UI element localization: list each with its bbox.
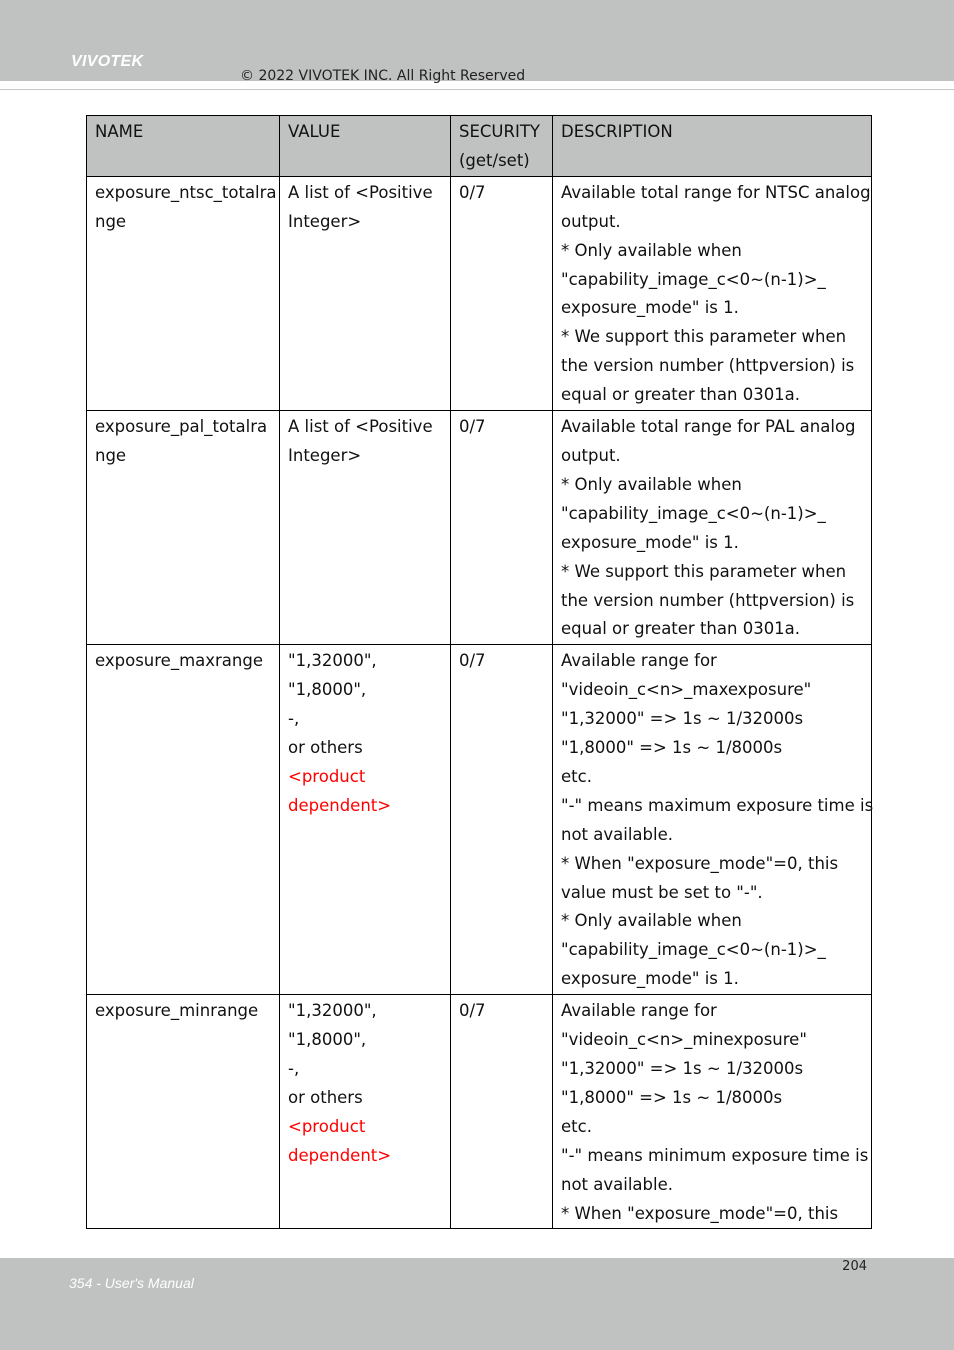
- param-name-line: exposure_pal_totalra: [95, 417, 268, 437]
- param-description-line: exposure_mode" is 1.: [561, 969, 739, 989]
- param-value-line: or others: [288, 738, 363, 758]
- param-value-line: -,: [288, 1059, 300, 1078]
- param-description-line: the version number (httpversion) is: [561, 590, 855, 610]
- param-description-line: "1,32000" => 1s ~ 1/32000s: [561, 1059, 804, 1078]
- param-value-line: Integer>: [288, 211, 362, 231]
- param-value-line: A list of <Positive: [288, 182, 433, 202]
- param-description-line: etc.: [561, 1116, 592, 1136]
- brand-logo: VIVOTEK: [71, 53, 144, 70]
- param-value-note: <product: [288, 766, 366, 786]
- param-description-line: "-" means minimum exposure time is: [561, 1145, 869, 1165]
- param-description-line: * We support this parameter when: [561, 327, 847, 347]
- param-value-cell: [280, 176, 451, 410]
- param-value-line: Integer>: [288, 445, 362, 465]
- table-header-row: [87, 116, 872, 177]
- param-security-cell: 0/7: [451, 645, 553, 995]
- param-description-line: * Only available when: [561, 474, 742, 494]
- param-name-cell: [87, 411, 280, 645]
- param-value-line: "1,32000",: [288, 651, 377, 671]
- param-description-line: * When "exposure_mode"=0, this: [561, 853, 839, 873]
- param-description-line: "capability_image_c<0~(n-1)>_: [561, 940, 826, 960]
- param-security-cell: 0/7: [451, 411, 553, 645]
- param-description-line: Available range for: [561, 651, 717, 671]
- parameter-table: [86, 115, 872, 1229]
- manual-label: 354 - User's Manual: [69, 1275, 194, 1291]
- copyright-text: © 2022 VIVOTEK INC. All Right Reserved: [240, 68, 526, 84]
- param-description-line: not available.: [561, 824, 673, 844]
- param-value-cell: [280, 995, 451, 1229]
- param-description-line: "videoin_c<n>_minexposure": [561, 1030, 807, 1050]
- param-description-line: equal or greater than 0301a.: [561, 619, 801, 639]
- param-description-cell: [553, 411, 872, 645]
- param-description-cell: [553, 176, 872, 410]
- param-value-note: dependent>: [288, 1145, 392, 1165]
- param-description-line: not available.: [561, 1174, 673, 1194]
- param-value-cell: [280, 645, 451, 995]
- param-description-line: equal or greater than 0301a.: [561, 385, 801, 405]
- param-value-line: A list of <Positive: [288, 417, 433, 437]
- param-value-line: "1,32000",: [288, 1001, 377, 1021]
- param-description-line: "1,32000" => 1s ~ 1/32000s: [561, 709, 804, 729]
- header-security-line: (get/set): [459, 150, 530, 170]
- param-description-line: "-" means maximum exposure time is: [561, 795, 874, 815]
- param-value-note: dependent>: [288, 795, 392, 815]
- param-description-line: exposure_mode" is 1.: [561, 532, 739, 552]
- table-row: [87, 176, 872, 410]
- param-name-line: exposure_maxrange: [95, 651, 263, 671]
- param-name-line: nge: [95, 445, 127, 465]
- header-value: VALUE: [280, 116, 451, 177]
- param-value-line: "1,8000",: [288, 680, 367, 700]
- param-description-cell: [553, 995, 872, 1229]
- param-value-note: <product: [288, 1116, 366, 1136]
- page-number: 204: [842, 1259, 867, 1274]
- param-description-line: output.: [561, 211, 621, 231]
- param-name-cell: [87, 995, 280, 1229]
- param-description-cell: [553, 645, 872, 995]
- param-description-line: output.: [561, 445, 621, 465]
- footer-band: [0, 1258, 954, 1350]
- param-description-line: "capability_image_c<0~(n-1)>_: [561, 269, 826, 289]
- table-body: [87, 176, 872, 1229]
- param-name-line: exposure_ntsc_totalra: [95, 182, 277, 202]
- param-name-cell: [87, 176, 280, 410]
- header-description: DESCRIPTION: [553, 116, 872, 177]
- param-value-line: -,: [288, 709, 300, 729]
- param-description-line: Available total range for PAL analog: [561, 417, 856, 437]
- param-security-cell: 0/7: [451, 995, 553, 1229]
- header-security-line: SECURITY: [459, 122, 540, 141]
- param-description-line: exposure_mode" is 1.: [561, 298, 739, 318]
- table-row: [87, 411, 872, 645]
- param-description-line: Available total range for NTSC analog: [561, 182, 871, 202]
- param-description-line: "1,8000" => 1s ~ 1/8000s: [561, 738, 783, 758]
- param-value-line: "1,8000",: [288, 1030, 367, 1050]
- param-name-line: exposure_minrange: [95, 1001, 259, 1021]
- param-description-line: "videoin_c<n>_maxexposure": [561, 680, 812, 700]
- param-description-line: * Only available when: [561, 911, 742, 931]
- param-name-cell: [87, 645, 280, 995]
- table-row: [87, 645, 872, 995]
- header-divider: [0, 89, 954, 90]
- header-security: [451, 116, 553, 177]
- param-description-line: the version number (httpversion) is: [561, 356, 855, 376]
- param-security-cell: 0/7: [451, 176, 553, 410]
- param-name-line: nge: [95, 211, 127, 231]
- table-row: [87, 995, 872, 1229]
- param-description-line: value must be set to "-".: [561, 882, 763, 902]
- param-description-line: "capability_image_c<0~(n-1)>_: [561, 503, 826, 523]
- param-value-line: or others: [288, 1087, 363, 1107]
- param-value-cell: [280, 411, 451, 645]
- header-name: NAME: [87, 116, 280, 177]
- param-description-line: etc.: [561, 766, 592, 786]
- param-description-line: * Only available when: [561, 240, 742, 260]
- param-description-line: "1,8000" => 1s ~ 1/8000s: [561, 1087, 783, 1107]
- param-description-line: Available range for: [561, 1001, 717, 1021]
- param-description-line: * When "exposure_mode"=0, this: [561, 1203, 839, 1223]
- param-description-line: * We support this parameter when: [561, 561, 847, 581]
